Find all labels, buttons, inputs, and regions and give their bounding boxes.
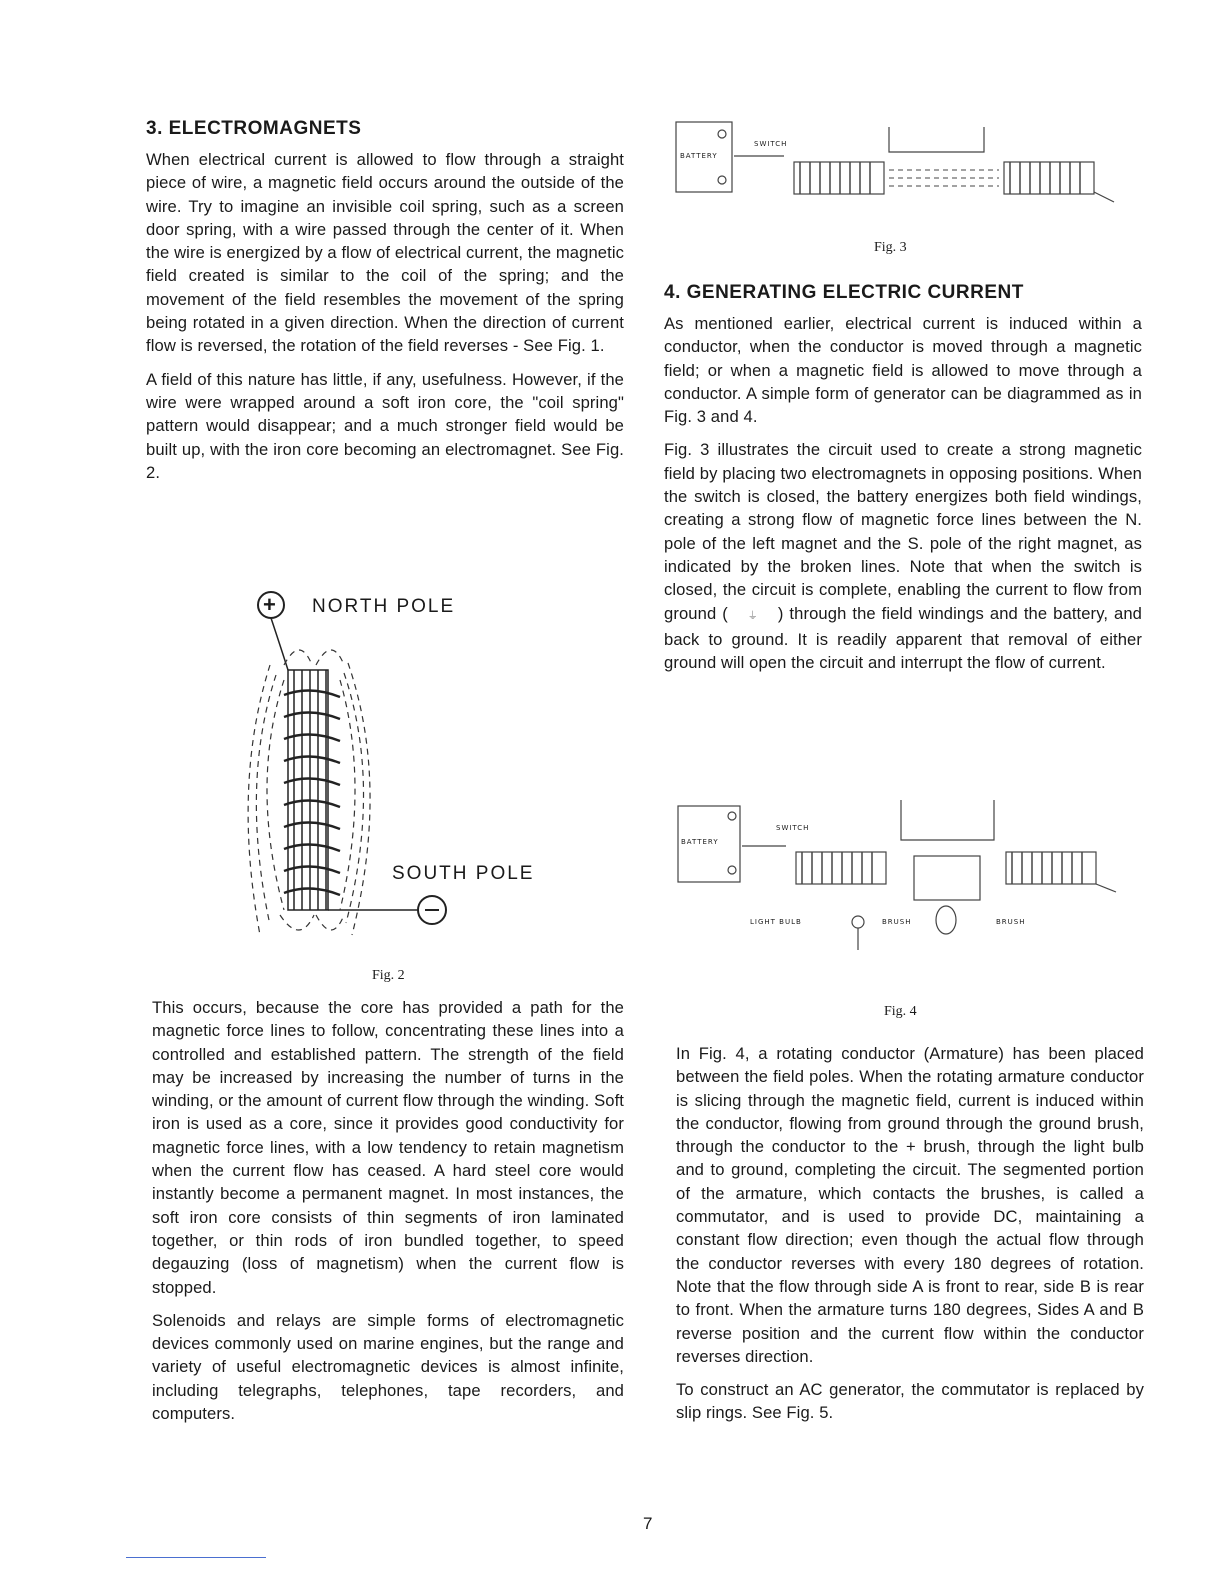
footer-rule [126,1557,266,1558]
section-3-paragraph-1: When electrical current is allowed to flow through a straight piece of wire, a magnetic field occurs around the outside of the wire. Try to imagine an invisible coil spring, such as a screen door spring, with a wire passed through the center of it. When the wire is energized by a flow of electrical current, the magnetic field created is similar to the coil of the spring; and the movement of the field resembles the movement of the spring being rotated in a given direction. When the direction of current flow is reversed, the rotation of the field reverses - See Fig. 1. [146,150,625,356]
electromagnet-drawing [240,585,560,945]
section-3-heading: 3. ELECTROMAGNETS [146,118,362,139]
fig4-brush-label-2: BRUSH [996,918,1026,926]
right-column [664,282,1142,684]
figure-3-drawing [674,112,1134,212]
left-column [146,118,624,494]
figure-4-circuit [676,800,1136,960]
section-3-paragraph-2: A field of this nature has little, if any, usefulness. However, if the wire were wrapped around a soft iron core, the "coil spring" pattern would disappear; and a much stronger field would be built up, with the iron core becoming an electromagnet. See Fig. 2. [146,369,624,482]
page-number: 7 [643,1514,653,1533]
fig3-switch-label: SWITCH [754,140,788,148]
south-pole-label: SOUTH POLE [392,863,535,884]
plus-symbol: + [263,592,276,617]
section-4-heading: 4. GENERATING ELECTRIC CURRENT [664,282,1024,303]
figure-4-caption: Fig. 4 [884,1004,917,1019]
fig4-switch-label: SWITCH [776,824,810,832]
section-3-paragraph-3: This occurs, because the core has provided a path for the magnetic force lines to follow, concentrating these lines into a controlled and established pattern. The strength of the field may be increased by increasing the number of turns in the winding, or the amount of current flow through the winding. Soft iron is used as a core, since it provides good conductivity for magnetic force lines, with a low tendency to retain magnetism when the current flow has ceased. A hard steel core would instantly become a permanent magnet. In most instances, the soft iron core consists of thin segments of iron laminated together, or thin rods of iron bundled together, to speed degauzing (loss of magnetism) when the current flow is stopped. [152,998,624,1297]
fig4-battery-label: BATTERY [681,838,719,846]
fig4-light-bulb-label: LIGHT BULB [750,918,802,926]
section-4-paragraph-3: In Fig. 4, a rotating conductor (Armature) has been placed between the field poles. When the rotating armature conductor is slicing through the magnetic field, current is induced within the conductor, flowing from ground through the ground brush, through the conductor to the + brush, through the light bulb and to ground, completing the circuit. The segmented portion of the armature, which contacts the brushes, is called a commutator, and is used to provide DC, maintaining a constant flow direction; even though the actual flow through the conductor reverses with every 180 degrees of rotation. Note that the flow through side A is front to rear, side B is rear to front. When the armature turns 180 degrees, Sides A and B reverse position and the current flow within the conductor reverses direction. [676,1044,1144,1366]
section-4-paragraph-1: As mentioned earlier, electrical current is induced within a conductor, when the conductor is moved through a magnetic field; or when a magnetic field is allowed to move through a conductor. A simple form of generator can be diagrammed as in Fig. 3 and 4. [664,314,1142,427]
fig3-battery-label: BATTERY [680,152,718,160]
fig4-brush-label: BRUSH [882,918,912,926]
figure-2-electromagnet [240,585,560,945]
left-column-lower [152,996,624,1435]
section-4-paragraph-2: Fig. 3 illustrates the circuit used to create a strong magnetic field by placing two electromagnets in opposing positions. When the switch is closed, the battery energizes both field windings, creating a strong flow of magnetic force lines between the N. pole of the left magnet and the S. pole of the right magnet, as indicated by the broken lines. Note that when the switch is closed, the circuit is complete, enabling the current to flow from ground ( ⏚ ) through the field windings and the battery, and back to ground. It is readily apparent that removal of either ground will open the circuit and interrupt the flow of current. [664,440,1143,673]
figure-4-drawing [676,800,1136,960]
figure-3-circuit [674,112,1134,212]
section-4-paragraph-4: To construct an AC generator, the commutator is replaced by slip rings. See Fig. 5. [676,1380,1144,1423]
section-3-paragraph-4: Solenoids and relays are simple forms of electromagnetic devices commonly used on marine engines, but the range and variety of useful electromagnetic devices is almost infinite, including telegraphs, telephones, tape recorders, and computers. [152,1310,624,1424]
north-pole-label: NORTH POLE [312,596,456,617]
right-column-lower [676,1042,1144,1435]
ground-icon: ⏚ [747,610,758,622]
figure-3-caption: Fig. 3 [874,240,907,255]
figure-2-caption: Fig. 2 [372,968,405,983]
